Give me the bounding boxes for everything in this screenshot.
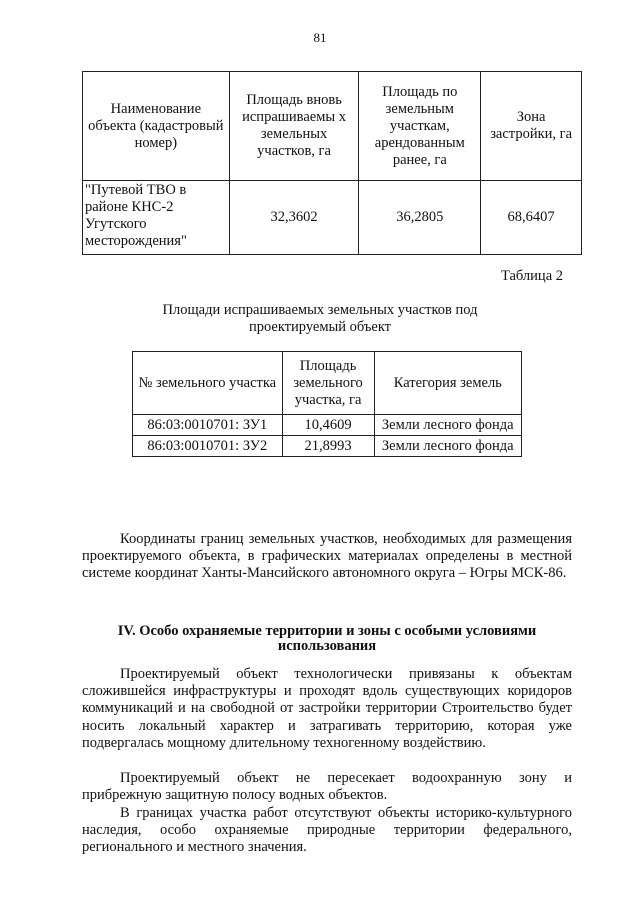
table-header-row (133, 352, 522, 415)
cell-leased-area: 36,2805 (359, 181, 481, 255)
table-row (83, 181, 582, 255)
section-heading: IV. Особо охраняемые территории и зоны с особыми условиями использования (117, 623, 537, 654)
header-plot-number: № земельного участка (133, 352, 283, 415)
table-title: Площади испрашиваемых земельных участков под проектируемый объект (162, 302, 478, 335)
land-area-table (82, 71, 582, 255)
paragraph-heritage: В границах участка работ отсутствуют объекты историко-культурного наследия, особо охраняемые природные территории федерального, регионального и местного значения. (82, 805, 572, 856)
cell-plot-number: 86:03:0010701: ЗУ1 (133, 415, 283, 436)
table-row (133, 415, 522, 436)
cell-plot-area: 21,8993 (282, 436, 374, 457)
cell-plot-number: 86:03:0010701: ЗУ2 (133, 436, 283, 457)
header-land-category: Категория земель (374, 352, 521, 415)
cell-land-category: Земли лесного фонда (374, 415, 521, 436)
header-object-name: Наименование объекта (кадастровый номер) (83, 72, 230, 181)
table-caption: Таблица 2 (500, 268, 563, 284)
table-row (133, 436, 522, 457)
cell-build-zone: 68,6407 (481, 181, 582, 255)
paragraph-infrastructure: Проектируемый объект технологически привязаны к объектам сложившейся инфраструктуры и проходят вдоль существующих коридоров коммуникаций и на свободной от застройки территории Строительство будет носить локальный характер и затрагивать территорию, которая уже подвергалась мощному длительному техногенному воздействию. (82, 666, 572, 751)
cell-new-area: 32,3602 (229, 181, 359, 255)
header-plot-area: Площадь земельного участка, га (282, 352, 374, 415)
table-header-row (83, 72, 582, 181)
header-leased-area: Площадь по земельным участкам, арендованным ранее, га (359, 72, 481, 181)
cell-object-name: "Путевой ТВО в районе КНС-2 Угутского месторождения" (83, 181, 230, 255)
header-build-zone: Зона застройки, га (481, 72, 582, 181)
land-plots-table (132, 351, 522, 457)
cell-plot-area: 10,4609 (282, 415, 374, 436)
paragraph-coordinates: Координаты границ земельных участков, необходимых для размещения проектируемого объекта, в графических материалах определены в местной системе координат Ханты-Мансийского автономного округа – Югры МСК-86. (82, 531, 572, 582)
page-number: 81 (313, 30, 327, 45)
cell-land-category: Земли лесного фонда (374, 436, 521, 457)
paragraph-water-protection: Проектируемый объект не пересекает водоохранную зону и прибрежную защитную полосу водных объектов. (82, 770, 572, 804)
header-new-area: Площадь вновь испрашиваемы х земельных участков, га (229, 72, 359, 181)
